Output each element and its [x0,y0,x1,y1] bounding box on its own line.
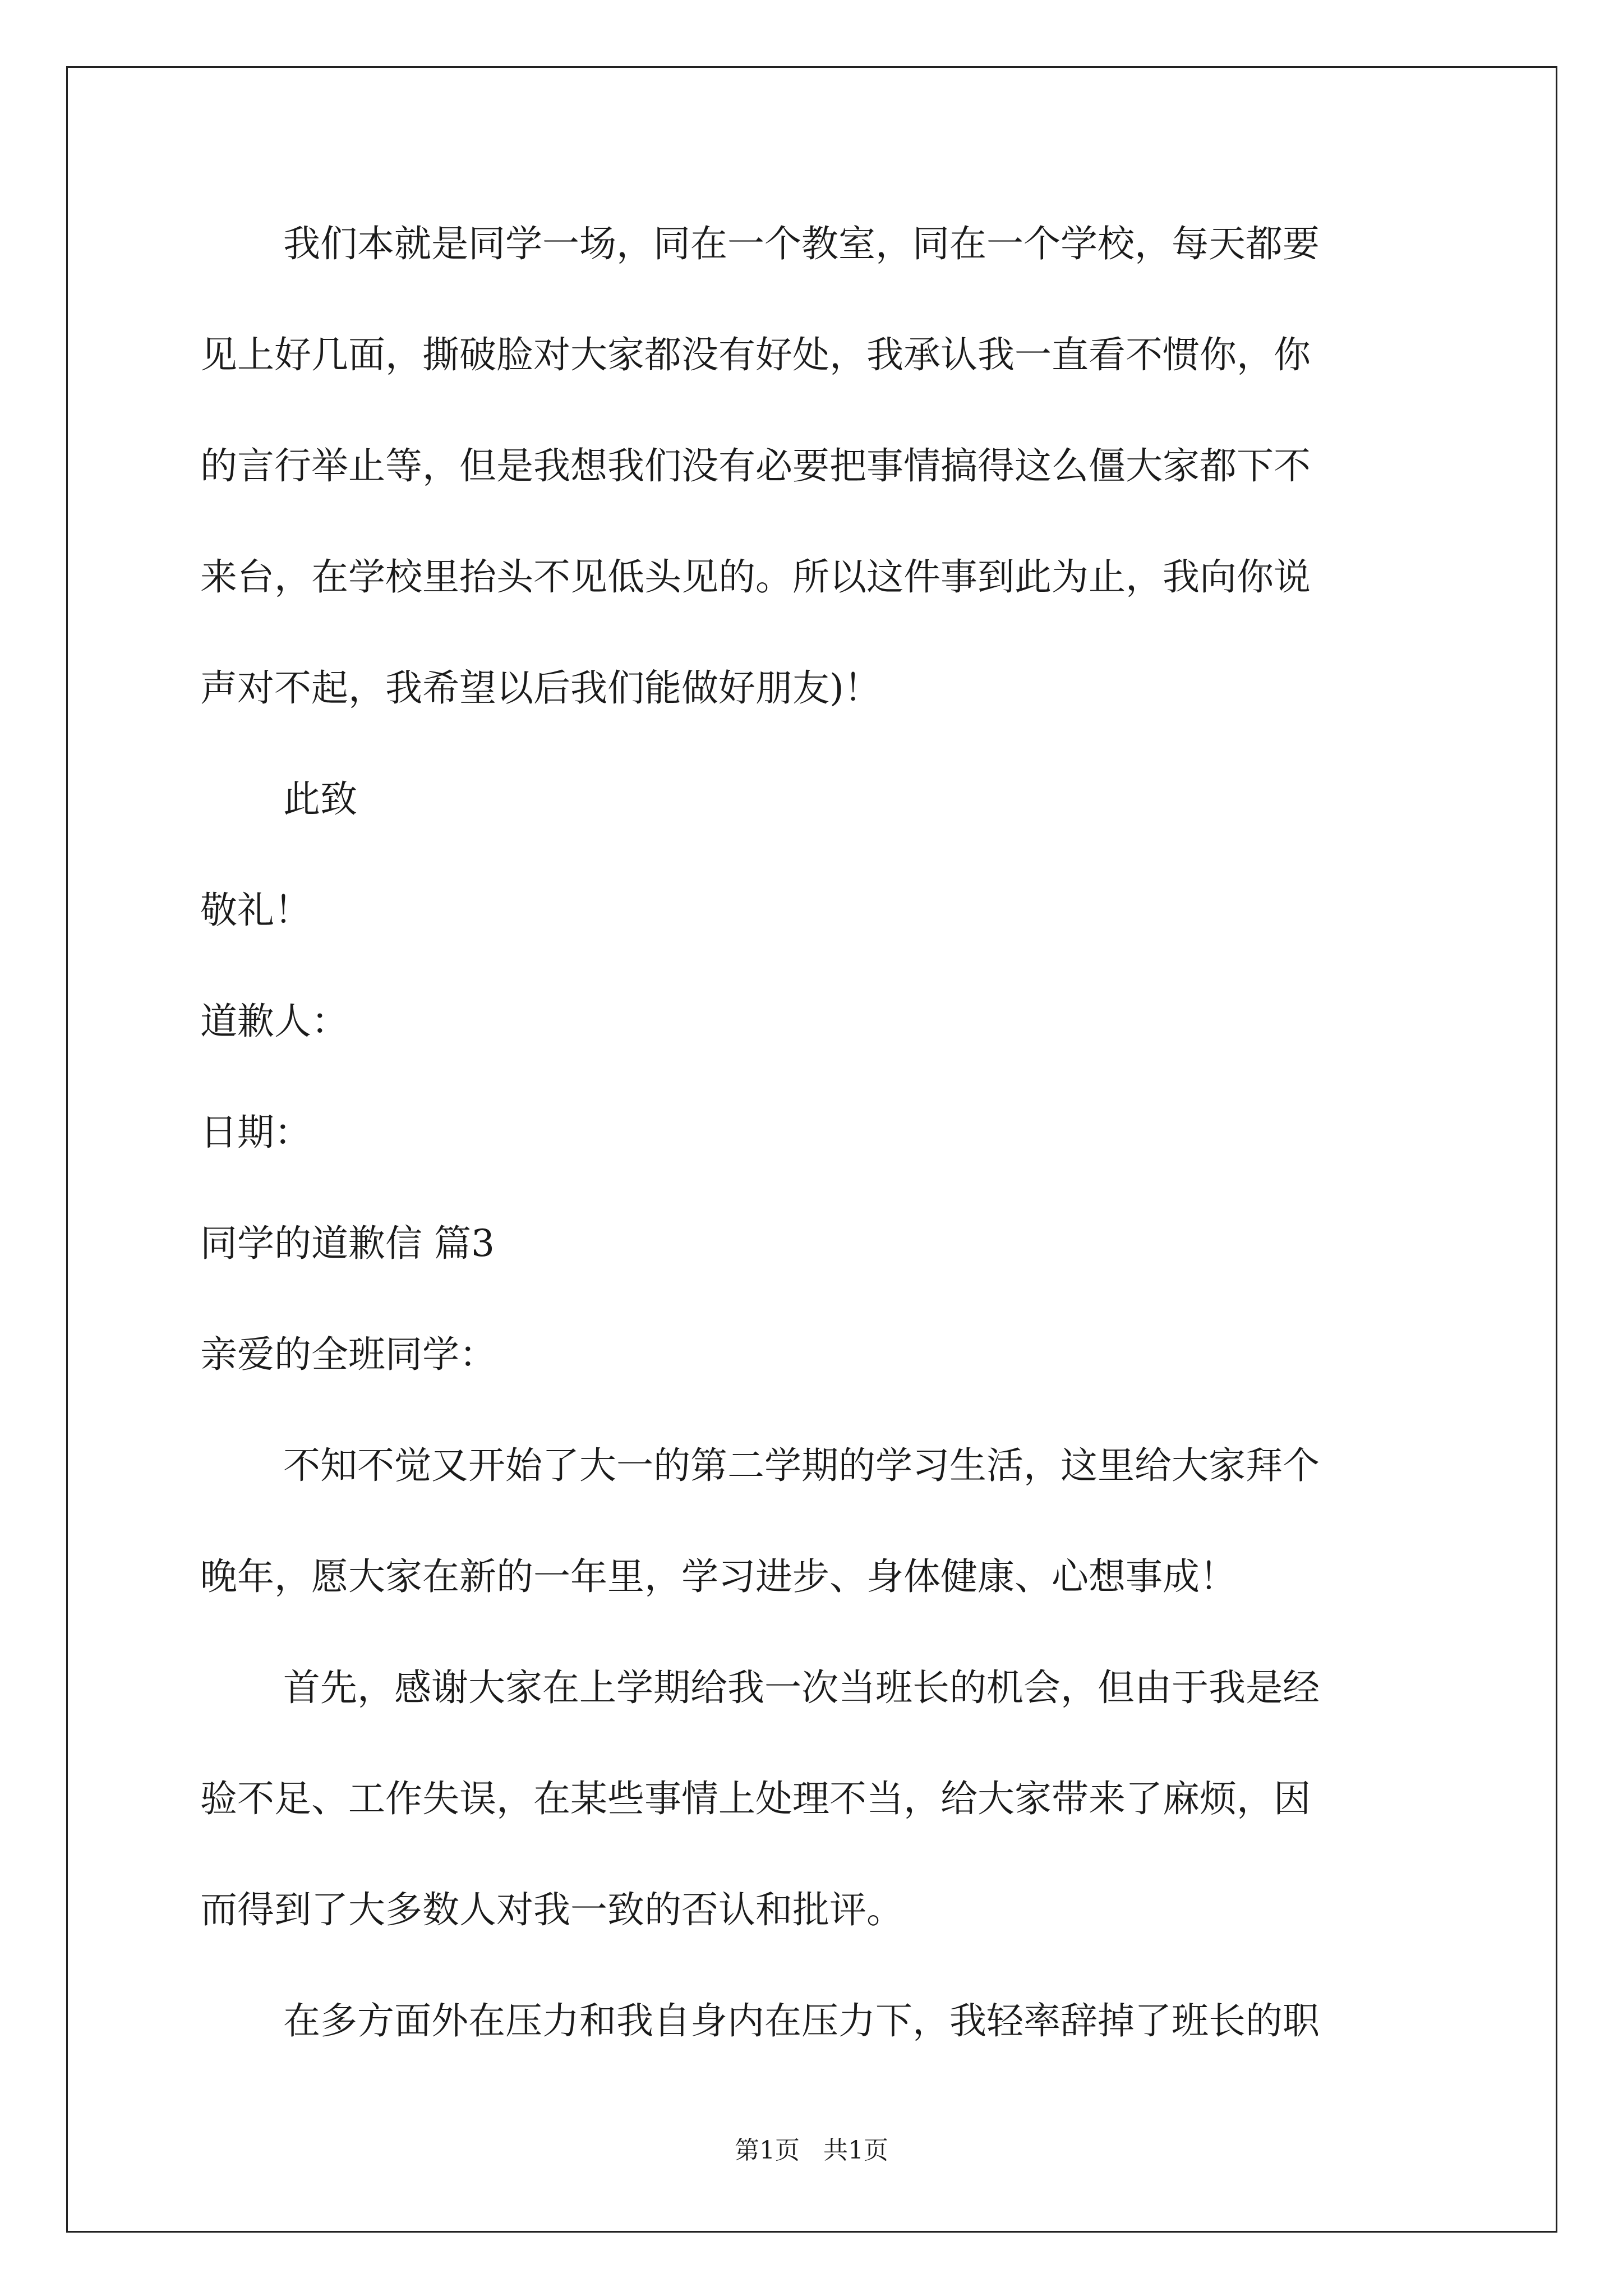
closing-text: 此致 [283,777,357,821]
paragraph-4-line-1: 在多方面外在压力和我自身内在压力下，我轻率辞掉了班长的职 [283,1999,1320,2042]
date-label: 日期： [200,1111,311,1154]
paragraph-1-line-4: 来台，在学校里抬头不见低头见的。所以这件事到此为止，我向你说 [200,555,1311,599]
paragraph-1-line-5: 声对不起，我希望以后我们能做好朋友)！ [200,666,881,710]
greeting-text: 亲爱的全班同学： [200,1333,496,1376]
salute-text: 敬礼！ [200,889,311,932]
paragraph-3-line-3: 而得到了大多数人对我一致的否认和批评。 [200,1888,903,1931]
section-title: 同学的道歉信 篇3 [200,1222,495,1265]
page-indicator: 第1页 共1页 [735,2136,888,2165]
apologizer-label: 道歉人： [200,1000,348,1043]
paragraph-2-line-1: 不知不觉又开始了大一的第二学期的学习生活，这里给大家拜个 [283,1444,1320,1487]
paragraph-3-line-1: 首先，感谢大家在上学期给我一次当班长的机会，但由于我是经 [283,1666,1320,1709]
paragraph-1-line-2: 见上好几面，撕破脸对大家都没有好处，我承认我一直看不惯你，你 [200,333,1311,376]
paragraph-1-line-3: 的言行举止等，但是我想我们没有必要把事情搞得这么僵大家都下不 [200,444,1311,487]
paragraph-2-line-2: 晚年，愿大家在新的一年里，学习进步、身体健康、心想事成！ [200,1555,1237,1598]
paragraph-3-line-2: 验不足、工作失误，在某些事情上处理不当，给大家带来了麻烦，因 [200,1777,1311,1820]
paragraph-1-line-1: 我们本就是同学一场，同在一个教室，同在一个学校，每天都要 [283,222,1320,265]
